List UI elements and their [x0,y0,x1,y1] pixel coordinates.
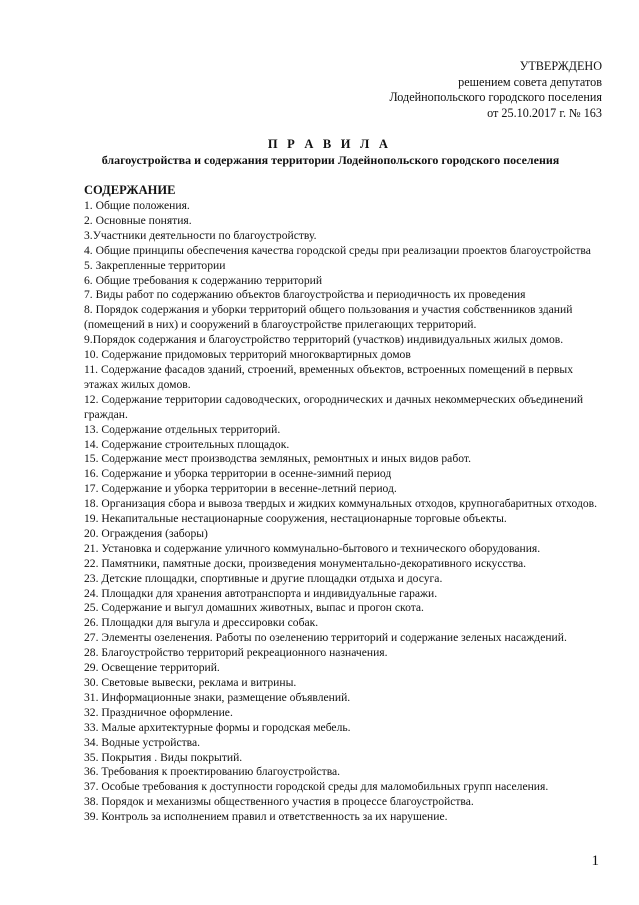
toc-item: 30. Световые вывески, реклама и витрины. [84,676,297,689]
toc-item: 17. Содержание и уборка территории в весенне-летний период. [84,482,397,496]
approval-authority: Лодейнопольского городского поселения [389,90,602,105]
toc-item: 29. Освещение территорий. [84,661,220,675]
toc-item: 35. Покрытия . Виды покрытий. [84,750,243,764]
toc-item: 19. Некапитальные нестационарные сооружения, нестационарные торговые объекты. [84,512,507,526]
page-number: 1 [591,853,599,869]
toc-item: 25. Содержание и выгул домашних животных, выпас и прогон скота. [84,601,424,615]
toc-item: 1. Общие положения. [84,199,190,212]
toc-item: 24. Площадки для хранения автотранспорта и индивидуальные гаражи. [84,586,438,600]
toc-item: 36. Требования к проектированию благоустройства. [84,765,341,779]
toc-item: 27. Элементы озеленения. Работы по озеленению территорий и содержание зеленых насаждений. [84,631,567,645]
toc-item: 31. Информационные знаки, размещение объявлений. [84,690,351,704]
toc-item: 23. Детские площадки, спортивные и другие площадки отдыха и досуга. [84,571,443,585]
document-subtitle: благоустройства и содержания территории Лодейнопольского городского поселения [101,153,560,167]
toc-item: 10. Содержание придомовых территорий многоквартирных домов [84,348,411,362]
toc-item: 16. Содержание и уборка территории в осенне-зимний период [84,467,392,481]
toc-item: 8. Порядок содержания и уборки территорий общего пользования и участия собственников зданий (помещений в них) и сооружений в благоустройстве прилегающих территорий. [84,303,573,332]
toc-item: 21. Установка и содержание уличного коммунально-бытового и технического оборудования. [84,541,541,555]
toc-item: 39. Контроль за исполнением правил и ответственность за их нарушение. [84,810,448,824]
toc-item: 7. Виды работ по содержанию объектов благоустройства и периодичность их проведения [84,288,526,302]
table-of-contents [84,199,606,825]
toc-item: 3.Участники деятельности по благоустройству. [84,228,317,242]
toc-heading: СОДЕРЖАНИЕ [84,183,176,197]
toc-item: 26. Площадки для выгула и дрессировки собак. [84,616,319,630]
document-title: П Р А В И Л А [267,137,392,151]
toc-item: 6. Общие требования к содержанию территорий [84,273,323,287]
toc-item: 20. Ограждения (заборы) [84,526,208,540]
approval-block [389,59,602,121]
toc-item: 34. Водные устройства. [84,735,201,749]
toc-item: 14. Содержание строительных площадок. [84,437,290,451]
toc-item: 11. Содержание фасадов зданий, строений, временных объектов, встроенных помещений в первых этажах жилых домов. [84,362,574,391]
toc-item: 22. Памятники, памятные доски, произведения монументально-декоративного искусства. [84,556,527,570]
toc-item: 4. Общие принципы обеспечения качества городской среды при реализации проектов благоустройства [84,243,591,257]
toc-item: 5. Закрепленные территории [84,258,226,272]
approval-label: УТВЕРЖДЕНО [519,59,602,73]
toc-item: 38. Порядок и механизмы общественного участия в процессе благоустройства. [84,795,474,809]
toc-item: 2. Основные понятия. [84,213,192,227]
approval-decision: решением совета депутатов [458,74,602,89]
toc-item: 18. Организация сбора и вывоза твердых и жидких коммунальных отходов, крупногабаритных отходов. [84,497,598,511]
toc-item: 37. Особые требования к доступности городской среды для маломобильных групп населения. [84,780,549,794]
toc-item: 13. Содержание отдельных территорий. [84,422,281,436]
approval-date: от 25.10.2017 г. № 163 [487,105,602,120]
toc-item: 9.Порядок содержания и благоустройство территорий (участков) индивидуальных жилых домов. [84,333,564,347]
toc-item: 33. Малые архитектурные формы и городская мебель. [84,720,351,734]
toc-item: 15. Содержание мест производства земляных, ремонтных и иных видов работ. [84,452,471,466]
toc-item: 32. Праздничное оформление. [84,705,233,719]
toc-item: 28. Благоустройство территорий рекреационного назначения. [84,646,388,660]
toc-item: 12. Содержание территории садоводческих, огороднических и дачных некоммерческих объединений граждан. [84,392,584,421]
